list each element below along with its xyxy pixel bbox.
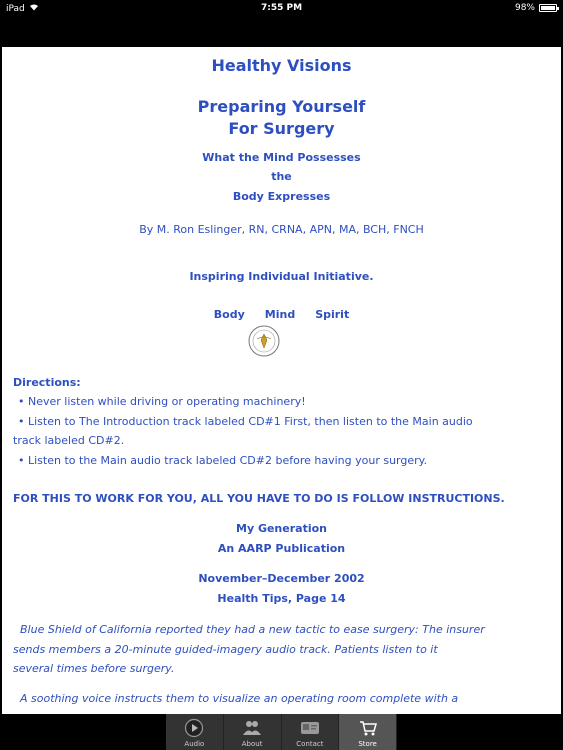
source-line-2: An AARP Publication [217,542,346,555]
pillar-body: Body [213,308,245,321]
nav-bar [0,18,563,47]
pillar-mind: Mind [264,308,296,321]
author-line: By M. Ron Eslinger, RN, CRNA, APN, MA, BCH, FNCH [139,223,424,236]
contact-icon [299,717,321,739]
quote-line-1: Blue Shield of California reported they had a new tactic to ease surgery: The insurer [20,623,485,636]
doc-subtitle-2: For Surgery [228,119,335,138]
quote-line-4: A soothing voice instructs them to visualize an operating room complete with a [20,692,459,705]
tab-bar [166,714,397,750]
tab-audio-label: Audio [184,740,205,748]
play-icon [183,717,205,739]
tab-about-label: About [241,740,263,748]
source-line-1: My Generation [236,522,327,535]
date-line-1: November–December 2002 [198,572,365,585]
pillars [2,308,561,321]
people-icon [241,717,263,739]
battery-percent: 98% [514,3,535,13]
direction-item-1: • Never listen while driving or operating machinery! [18,395,306,408]
direction-item-2: • Listen to The Introduction track labeled CD#1 First, then listen to the Main audio [18,415,473,428]
motto: Inspiring Individual Initiative. [189,270,374,283]
battery-fill [541,6,555,10]
doc-title: Healthy Visions [211,56,352,75]
direction-item-2-cont: track labeled CD#2. [13,434,125,447]
quote-line-2: sends members a 20-minute guided-imagery audio track. Patients listen to it [13,643,438,656]
healthy-visions-logo [248,325,280,357]
tab-contact[interactable] [282,714,340,750]
document-view[interactable] [2,47,561,714]
quote-line-3: several times before surgery. [13,662,175,675]
tagline-1: What the Mind Possesses [202,151,361,164]
tab-contact-label: Contact [296,740,324,748]
status-bar [0,0,563,18]
tagline-3: Body Expresses [232,190,331,203]
tab-about[interactable] [224,714,282,750]
pillar-spirit: Spirit [315,308,350,321]
date-line-2: Health Tips, Page 14 [217,592,346,605]
tab-store-label: Store [358,740,377,748]
battery-icon [539,4,557,12]
tab-store[interactable] [339,714,397,750]
direction-item-3: • Listen to the Main audio track labeled CD#2 before having your surgery. [18,454,428,467]
tagline-2: the [271,170,292,183]
directions-heading: Directions: [13,376,81,389]
instruction-line: FOR THIS TO WORK FOR YOU, ALL YOU HAVE TO DO IS FOLLOW INSTRUCTIONS. [13,492,505,505]
cart-icon [357,717,379,739]
doc-subtitle-1: Preparing Yourself [197,97,366,116]
tab-audio[interactable] [166,714,224,750]
device-label: iPad [6,3,25,14]
status-time: 7:55 PM [260,3,303,13]
